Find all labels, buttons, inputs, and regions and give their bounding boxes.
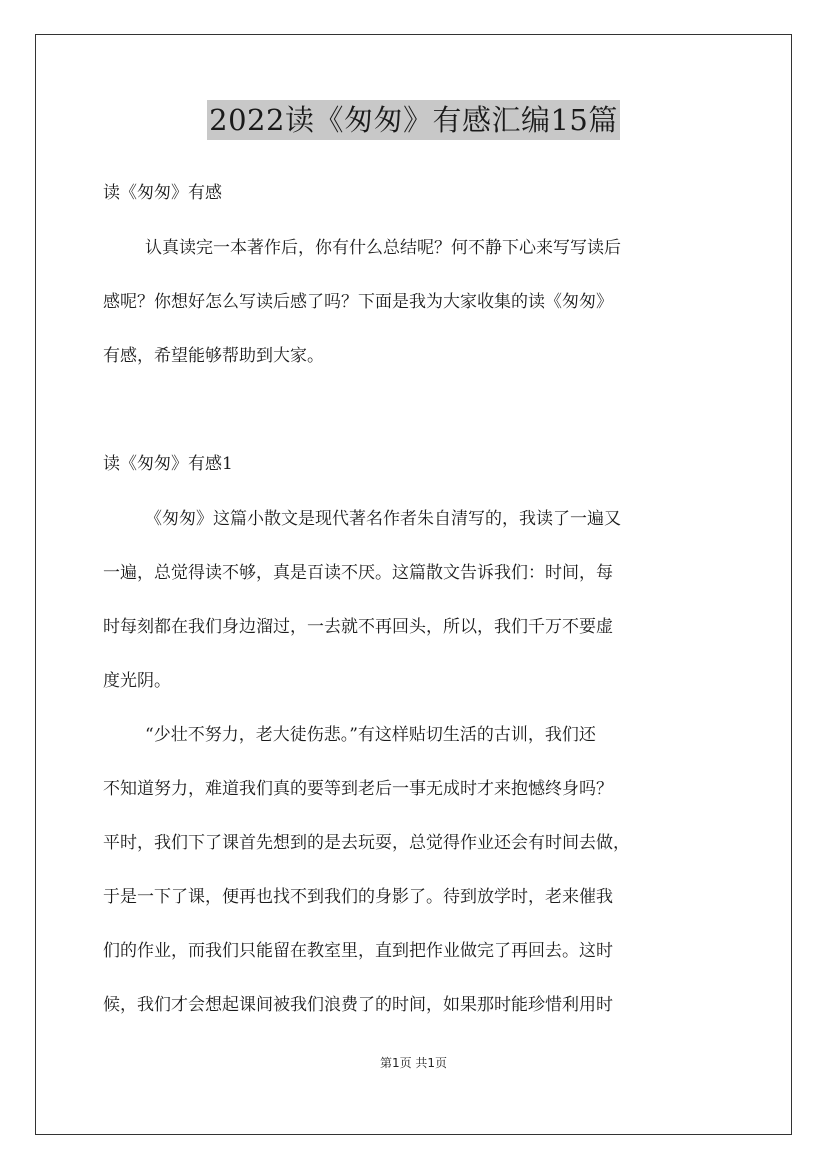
page-footer: 第1页 共1页	[379, 1056, 448, 1070]
section1-paragraph1	[103, 492, 743, 708]
paragraph-line: 时每刻都在我们身边溜过，一去就不再回头，所以，我们千万不要虚	[103, 617, 613, 637]
section1-paragraph2	[103, 708, 743, 1032]
paragraph-line: 一遍，总觉得读不够，真是百读不厌。这篇散文告诉我们：时间，每	[103, 563, 613, 583]
paragraph-line: 候，我们才会想起课间被我们浪费了的时间，如果那时能珍惜利用时	[103, 995, 613, 1015]
paragraph-line: 于是一下了课，便再也找不到我们的身影了。待到放学时，老来催我	[103, 887, 613, 907]
paragraph-line: 不知道努力，难道我们真的要等到老后一事无成时才来抱憾终身吗？	[103, 779, 613, 799]
paragraph-line: 感呢？你想好怎么写读后感了吗？下面是我为大家收集的读《匆匆》	[103, 292, 613, 312]
section1-heading: 读《匆匆》有感1	[103, 454, 233, 474]
paragraph-line: 《匆匆》这篇小散文是现代著名作者朱自清写的，我读了一遍又	[145, 509, 621, 529]
paragraph-line: 度光阴。	[103, 671, 171, 691]
document-title: 2022读《匆匆》有感汇编15篇	[207, 100, 620, 140]
intro-heading: 读《匆匆》有感	[103, 183, 222, 203]
paragraph-line: 认真读完一本著作后，你有什么总结呢？何不静下心来写写读后	[145, 238, 621, 258]
paragraph-line: 有感，希望能够帮助到大家。	[103, 346, 324, 366]
paragraph-line: “少壮不努力，老大徒伤悲。”有这样贴切生活的古训，我们还	[145, 725, 596, 745]
title-wrap	[0, 100, 827, 140]
paragraph-line: 们的作业，而我们只能留在教室里，直到把作业做完了再回去。这时	[103, 941, 613, 961]
intro-paragraph	[103, 221, 743, 383]
paragraph-line: 平时，我们下了课首先想到的是去玩耍，总觉得作业还会有时间去做，	[103, 833, 630, 853]
